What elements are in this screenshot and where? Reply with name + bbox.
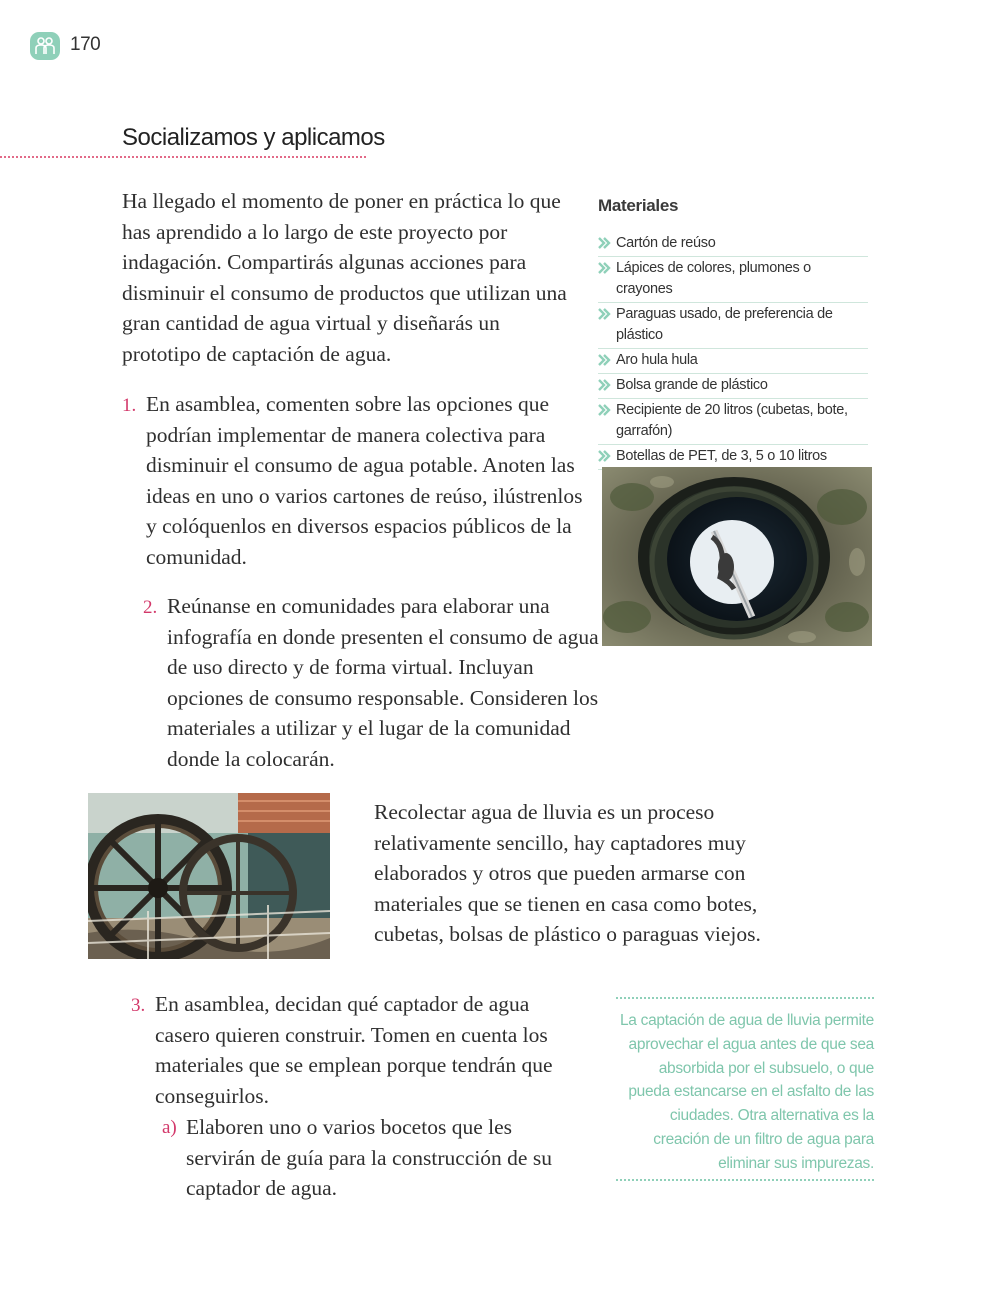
page-badge (30, 32, 60, 60)
rain-collection-paragraph: Recolectar agua de lluvia es un proceso relativamente sencillo, hay captadores muy elaborados y otros que pueden armarse con materiales que se tienen en casa como botes, cubetas, bolsas de plástico o paraguas viejos. (374, 800, 761, 946)
chevron-bullet-icon (598, 375, 616, 396)
list-item (598, 399, 868, 445)
step-number: 2. (143, 597, 158, 618)
people-icon (34, 36, 56, 56)
step-text: En asamblea, decidan qué captador de agua casero quieren construir. Tomen en cuenta los materiales que se emplean porque tendrán que conseguirlos. (155, 992, 553, 1108)
step-2 (143, 591, 607, 774)
step-text: En asamblea, comenten sobre las opciones que podrían implementar de manera colectiva para disminuir el consumo de agua potable. Anoten las ideas en uno o varios cartones de reúso, ilústrenlos y colóquenlos en diversos espacios públicos de la comunidad. (146, 392, 583, 569)
materials-title: Materiales (598, 196, 679, 215)
page-number: 170 (70, 34, 101, 55)
chevron-bullet-icon (598, 233, 616, 254)
list-item (598, 303, 868, 349)
list-item (598, 374, 868, 399)
title-divider (0, 156, 366, 158)
material-label: Recipiente de 20 litros (cubetas, bote, garrafón) (616, 402, 848, 439)
material-label: Paraguas usado, de preferencia de plástico (616, 306, 833, 343)
step-number: 3. (131, 995, 146, 1016)
step-3 (131, 989, 575, 1111)
list-item (598, 349, 868, 374)
substep-a (162, 1112, 576, 1204)
step-number: 1. (122, 395, 137, 416)
section-title: Socializamos y aplicamos (122, 124, 385, 151)
material-label: Lápices de colores, plumones o crayones (616, 260, 811, 297)
list-item (598, 257, 868, 303)
sidebar-note (616, 997, 874, 1181)
step-1 (122, 389, 586, 572)
materials-list (598, 232, 868, 470)
chevron-bullet-icon (598, 304, 616, 325)
material-label: Botellas de PET, de 3, 5 o 10 litros (616, 448, 827, 464)
chevron-bullet-icon (598, 446, 616, 467)
list-item (598, 232, 868, 257)
chevron-bullet-icon (598, 258, 616, 279)
water-wheel-photo (88, 793, 330, 959)
chevron-bullet-icon (598, 350, 616, 371)
material-label: Cartón de reúso (616, 235, 716, 251)
substep-text: Elaboren uno o varios bocetos que les servirán de guía para la construcción de su captador de agua. (186, 1115, 552, 1200)
material-label: Aro hula hula (616, 352, 698, 368)
step-text: Reúnanse en comunidades para elaborar una infografía en donde presenten el consumo de agua de uso directo y de forma virtual. Incluyan opciones de consumo responsable. Consideren los materiales a utilizar y el lugar de la comunidad donde la colocarán. (167, 594, 599, 771)
substep-letter: a) (162, 1117, 177, 1138)
chevron-bullet-icon (598, 400, 616, 421)
well-photo (602, 467, 872, 646)
intro-paragraph: Ha llegado el momento de poner en práctica lo que has aprendido a lo largo de este proyecto por indagación. Compartirás algunas acciones para disminuir el consumo de productos que utilizan una gran cantidad de agua virtual y diseñarás un prototipo de captación de agua. (122, 189, 567, 366)
material-label: Bolsa grande de plástico (616, 377, 768, 393)
sidebar-note-text: La captación de agua de lluvia permite aprovechar el agua antes de que sea absorbida por el subsuelo, o que pueda estancarse en el asfalto de las ciudades. Otra alternativa es la creación de un filtro de agua para eliminar sus impurezas. (619, 1012, 874, 1172)
